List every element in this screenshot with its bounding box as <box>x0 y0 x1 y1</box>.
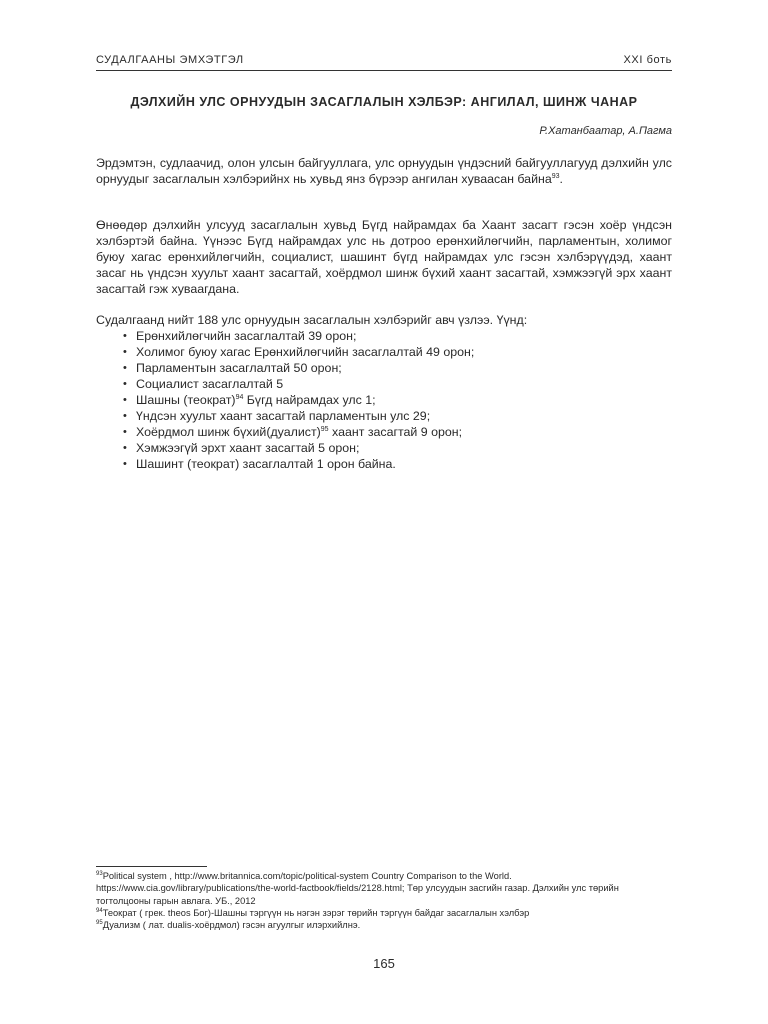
footnote-text: Political system , http://www.britannica.com/topic/political-system Country Comparison to the World. https://www.cia.gov/library/publications/the-world-factbook/fields/2128.html; Төр улсуудын засгийн газар. Дэлхийн улс төрийн тогтолцооны гарын авлага. УБ., 2012 <box>96 871 619 906</box>
footnote-95 <box>96 919 672 931</box>
list-item-text: Хоёрдмол шинж бүхий(дуалист) <box>136 425 321 439</box>
footnote-rule <box>96 866 207 867</box>
list-item: • Үндсэн хуульт хаант засагтай парламентын улс 29; <box>136 408 672 424</box>
list-item: • Шашинт (теократ) засаглалтай 1 орон байна. <box>136 456 672 472</box>
governance-list <box>96 328 672 472</box>
footnote-text: Теократ ( грек. theos Бог)-Шашны тэргүүн нь нэгэн зэрэг төрийн тэргүүн байдаг засаглалын хэлбэр <box>102 907 530 918</box>
footnote-ref-94: 94 <box>235 394 244 401</box>
footnotes <box>96 870 672 931</box>
list-item: • Холимог буюу хагас Ерөнхийлөгчийн засаглалтай 49 орон; <box>136 344 672 360</box>
list-item-text: Бүгд найрамдах улс 1; <box>243 393 376 407</box>
list-item <box>136 424 672 440</box>
footnote-text: Дуализм ( лат. dualis-хоёрдмол) гэсэн агуулгыг илэрхийлнэ. <box>102 920 361 931</box>
list-item: • Хэмжээгүй эрхт хаант засагтай 5 орон; <box>136 440 672 456</box>
list-item: • Социалист засаглалтай 5 <box>136 376 672 392</box>
article-authors: Р.Хатанбаатар, А.Пагма <box>539 125 672 137</box>
footnote-ref-93: 93 <box>551 173 560 180</box>
list-item-text: Шашны (теократ) <box>136 393 236 407</box>
footnote-number: 93 <box>96 871 103 877</box>
page-number: 165 <box>373 956 395 971</box>
list-item-text: хаант засагтай 9 орон; <box>328 425 463 439</box>
footnote-ref-95: 95 <box>320 426 329 433</box>
volume-label: XXI боть <box>623 54 672 66</box>
footnote-93 <box>96 870 672 907</box>
list-item: • Ерөнхийлөгчийн засаглалтай 39 орон; <box>136 328 672 344</box>
paragraph-intro-end: . <box>559 172 563 186</box>
study-intro: Судалгаанд нийт 188 улс орнуудын засаглалын хэлбэрийг авч үзлээ. Үүнд: <box>96 313 528 327</box>
article-title: ДЭЛХИЙН УЛС ОРНУУДЫН ЗАСАГЛАЛЫН ХЭЛБЭР: АНГИЛАЛ, ШИНЖ ЧАНАР <box>130 95 638 109</box>
footnote-number: 95 <box>96 920 103 927</box>
footnote-94 <box>96 907 672 919</box>
paragraph-forms: Өнөөдөр дэлхийн улсууд засаглалын хувьд Бүгд найрамдах ба Хаант засагт гэсэн хоёр үндсэн хэлбэртэй байна. Үүнээс Бүгд найрамдах улс нь дотроо ерөнхийлөгчийн, парламентын, холимог буюу хагас ерөнхийлөгчийн, социалист, шашинт бүгд найрамдах улс гэсэн хэлбэрүүдэд, хаант засаг нь үндсэн хуульт хаант засагтай, хоёрдмол шинж бүхий хаант засагтай, хэмжээгүй эрх хаант засагтай гэж хуваагдана. <box>96 218 672 296</box>
paragraph-intro <box>96 155 672 187</box>
journal-name: СУДАЛГААНЫ ЭМХЭТГЭЛ <box>96 54 244 66</box>
header-rule <box>96 70 672 71</box>
paragraph-study <box>96 312 672 472</box>
list-item <box>136 392 672 408</box>
list-item: • Парламентын засаглалтай 50 орон; <box>136 360 672 376</box>
running-head <box>96 54 672 66</box>
footnote-number: 94 <box>96 907 103 914</box>
paragraph-intro-text: Эрдэмтэн, судлаачид, олон улсын байгууллага, улс орнуудын үндэсний байгууллагууд дэлхийн улс орнуудыг засаглалын хэлбэрийнх нь хувьд янз бүрээр ангилан хуваасан байна <box>96 156 672 186</box>
